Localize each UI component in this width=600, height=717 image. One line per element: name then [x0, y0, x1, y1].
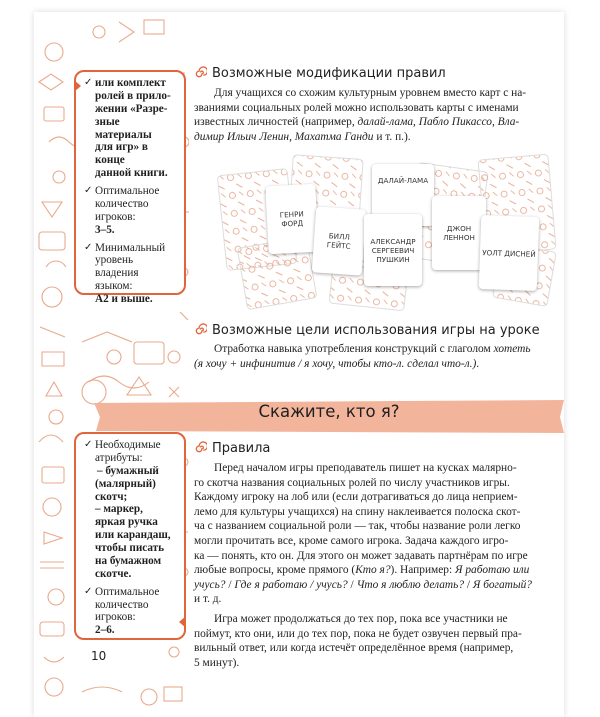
- line: известных личностей (например, далай-лама, Пабло Пикассо, Вла-: [194, 116, 520, 129]
- line: Оптимальное: [95, 585, 160, 598]
- page-number: 10: [91, 649, 107, 663]
- line: Минимальный: [95, 241, 166, 254]
- rules-text: [194, 461, 559, 670]
- line: уровень: [95, 254, 134, 267]
- line: игроков:: [95, 210, 136, 223]
- card-walt-disney: [479, 215, 540, 291]
- card-label: БИЛЛ ГЕЙТС: [326, 231, 351, 251]
- line: 5 минут).: [194, 656, 240, 669]
- line: зные материалы: [95, 115, 152, 141]
- line: или комплект: [95, 77, 166, 89]
- line: ка — понять, кто он. Для этого он может задавать партнёрам по игре: [194, 549, 528, 562]
- sidebar-item-materials: [84, 77, 178, 180]
- card-john-lennon: [432, 196, 486, 270]
- card-label: УОЛТ ДИСНЕЙ: [482, 247, 536, 259]
- line: скотче.: [95, 567, 132, 580]
- level-value: А2 и выше.: [95, 293, 153, 305]
- players-value: 2–6.: [95, 624, 115, 637]
- line: Каждому игроку на лоб или (если дотрагиваться до лица неприем-: [194, 491, 518, 504]
- line: владения: [95, 267, 139, 280]
- section-title: Возможные модификации правил: [212, 66, 446, 81]
- sidebar-info-bottom: [74, 432, 186, 640]
- section-heading-rules: [194, 441, 270, 456]
- line: Для учащихся со схожим культурным уровнем вместо карт с на-: [214, 87, 527, 99]
- section-title: Возможные цели использования игры на уроке: [212, 323, 540, 338]
- line: учусь? / Где я работаю / учусь? / Что я люблю делать? / Я богатый?: [194, 578, 532, 591]
- line: игроков:: [95, 611, 136, 624]
- line: ролей в прило-: [95, 89, 171, 102]
- line: – бумажный: [97, 464, 159, 477]
- arrow-tab-icon: [74, 80, 81, 92]
- sidebar-item-players: [84, 586, 178, 638]
- line: званиями социальных ролей можно использовать карты с именами: [194, 101, 519, 114]
- line: на бумажном: [95, 554, 162, 567]
- line: го скотча названия социальных ролей по числу участников игры.: [194, 476, 510, 489]
- line: (малярный): [95, 477, 156, 490]
- line: чтобы писать: [95, 542, 165, 554]
- line: лемо для культуры учащихся) на спину наклеивается полоска скот-: [194, 505, 521, 518]
- card-label: ДЖОН ЛЕННОН: [443, 224, 475, 242]
- line: или карандаш,: [95, 529, 171, 542]
- line: ча с названием социальной роли — так, чтобы название роли легко: [194, 520, 521, 533]
- card-label: ДАЛАЙ-ЛАМА: [377, 176, 429, 185]
- line: поймут, кто они, или до тех пор, пока не будет озвучен первый пра-: [194, 627, 522, 640]
- line: димир Ильич Ленин, Махатма Ганди и т. п.).: [194, 130, 411, 143]
- line: – маркер,: [95, 503, 143, 516]
- section-heading-modifications: [194, 66, 446, 81]
- line: и т. д.: [194, 593, 222, 606]
- section2-text: [194, 342, 559, 371]
- line: вильный ответ, или когда истечёт определённое время (например,: [194, 642, 514, 655]
- check-icon: ✓: [84, 77, 93, 88]
- line: Отработка навыка употребления конструкций с глаголом хотеть: [214, 343, 531, 355]
- sidebar-item-players: [84, 185, 178, 237]
- line: могли прочитать все, кроме самого игрока. Задача каждого игро-: [194, 534, 509, 547]
- line: яркая ручка: [95, 516, 158, 529]
- line: жении «Разре-: [95, 102, 168, 115]
- line: Оптимальное: [95, 185, 160, 197]
- line: Игра может продолжаться до тех пор, пока все участники не: [214, 612, 508, 625]
- line: Необходимые: [95, 439, 161, 451]
- line: скотч;: [95, 490, 128, 503]
- name-cards-illustration: [212, 152, 562, 312]
- line: языком:: [95, 280, 133, 293]
- line: количество: [95, 598, 149, 611]
- line: любые вопросы, кроме прямого (Кто я?). Например: Я работаю или: [194, 564, 530, 577]
- line: данной книги.: [95, 167, 168, 180]
- card-label: ГЕНРИ ФОРД: [279, 209, 304, 229]
- check-icon: ✓: [84, 241, 93, 253]
- section-heading-goals: [194, 323, 540, 338]
- line: (я хочу + инфинитив / я хочу, чтобы кто-л. сделал что-л.).: [194, 357, 480, 370]
- card-label: АЛЕКСАНДР СЕРГЕЕВИЧ ПУШКИН: [370, 236, 416, 264]
- line: Перед началом игры преподаватель пишет на кусках малярно-: [214, 462, 517, 474]
- players-value: 3–5.: [95, 223, 115, 236]
- arrow-tab-icon: [179, 616, 186, 628]
- check-icon: ✓: [84, 585, 93, 597]
- spiral-icon: [194, 441, 207, 454]
- check-icon: ✓: [84, 185, 93, 196]
- card-pushkin: [364, 214, 422, 286]
- spiral-icon: [194, 323, 207, 336]
- card-henry-ford: [265, 184, 318, 255]
- section-title: Правила: [212, 441, 271, 456]
- sidebar-item-attributes: [84, 439, 178, 581]
- spiral-icon: [194, 66, 207, 79]
- game-title: Скажите, кто я?: [258, 402, 400, 421]
- check-icon: ✓: [84, 439, 93, 450]
- line: атрибуты:: [95, 451, 143, 464]
- line: для игр» в конце: [95, 141, 148, 167]
- line: количество: [95, 197, 149, 210]
- sidebar-item-level: [84, 242, 178, 306]
- card-bill-gates: [312, 206, 366, 275]
- section1-text: [194, 86, 559, 144]
- book-page: [34, 12, 564, 717]
- sidebar-info-top: [74, 70, 186, 305]
